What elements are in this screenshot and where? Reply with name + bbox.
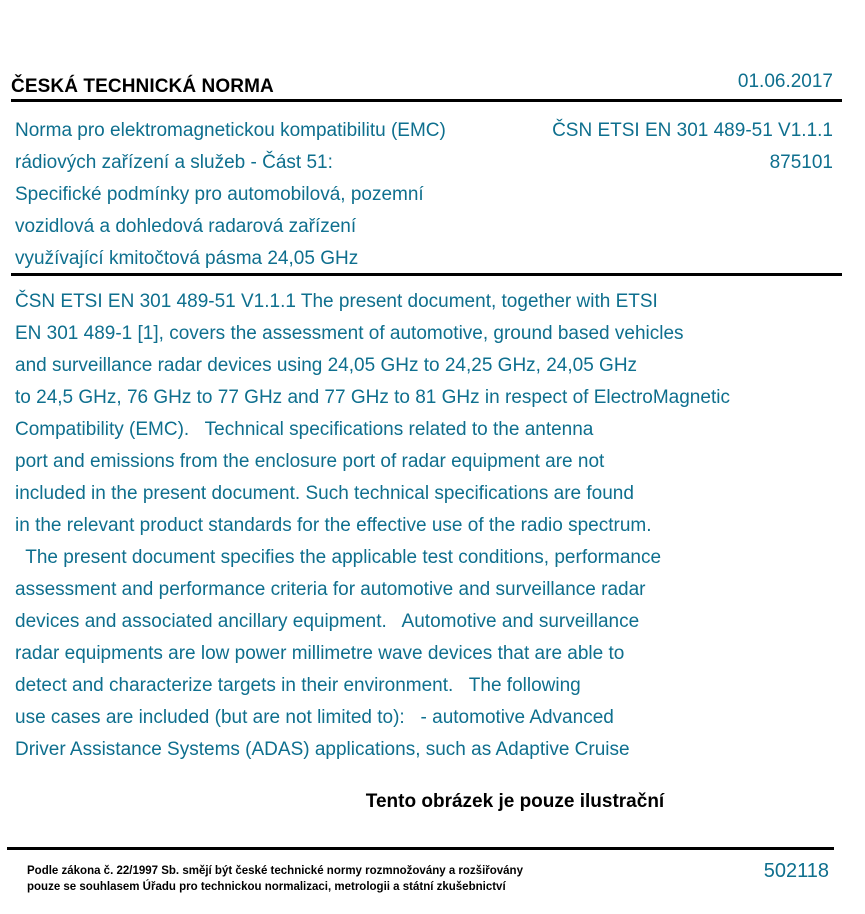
catalog-number: 502118 [763,860,829,882]
abstract-line: in the relevant product standards for the effective use of the radio spectrum. [15,515,652,536]
footer-divider [7,847,834,850]
legal-line: Podle zákona č. 22/1997 Sb. smějí být české technické normy rozmnožovány a rozšiřovány [27,865,523,877]
abstract-line: detect and characterize targets in their environment. The following [15,675,581,696]
abstract-line: The present document specifies the applicable test conditions, performance [15,547,662,568]
abstract-line: included in the present document. Such technical specifications are found [15,483,634,504]
header-divider [11,99,842,102]
norm-identifier-block [552,115,833,179]
abstract-line: radar equipments are low power millimetre wave devices that are able to [15,643,625,664]
norm-title [15,115,515,275]
abstract-line: Compatibility (EMC). Technical specifications related to the antenna [15,419,594,440]
illustration-notice: Tento obrázek je pouze ilustrační [365,791,665,812]
abstract-line: assessment and performance criteria for automotive and surveillance radar [15,579,646,600]
title-line: Norma pro elektromagnetickou kompatibilitu (EMC) [15,120,446,141]
abstract-line: ČSN ETSI EN 301 489-51 V1.1.1 The present document, together with ETSI [15,291,658,312]
abstract-line: port and emissions from the enclosure port of radar equipment are not [15,451,605,472]
title-line: Specifické podmínky pro automobilová, pozemní [15,184,424,205]
classification-number: 875101 [769,152,833,173]
abstract-line: devices and associated ancillary equipment. Automotive and surveillance [15,611,640,632]
abstract-text [15,286,845,766]
abstract-line: use cases are included (but are not limited to): - automotive Advanced [15,707,614,728]
document-type-heading: ČESKÁ TECHNICKÁ NORMA [11,76,274,97]
title-line: vozidlová a dohledová radarová zařízení [15,216,357,237]
abstract-line: to 24,5 GHz, 76 GHz to 77 GHz and 77 GHz to 81 GHz in respect of ElectroMagnetic [15,387,730,408]
norm-identifier: ČSN ETSI EN 301 489-51 V1.1.1 [552,120,833,141]
publication-date: 01.06.2017 [737,71,833,92]
abstract-line: and surveillance radar devices using 24,05 GHz to 24,25 GHz, 24,05 GHz [15,355,638,376]
abstract-line: EN 301 489-1 [1], covers the assessment of automotive, ground based vehicles [15,323,684,344]
legal-line: pouze se souhlasem Úřadu pro technickou normalizaci, metrologii a státní zkušebnictví [27,881,506,893]
title-line: využívající kmitočtová pásma 24,05 GHz [15,248,359,269]
abstract-line: Driver Assistance Systems (ADAS) applications, such as Adaptive Cruise [15,739,630,760]
title-divider [11,273,842,276]
legal-notice [27,863,523,895]
title-line: rádiových zařízení a služeb - Část 51: [15,152,333,173]
